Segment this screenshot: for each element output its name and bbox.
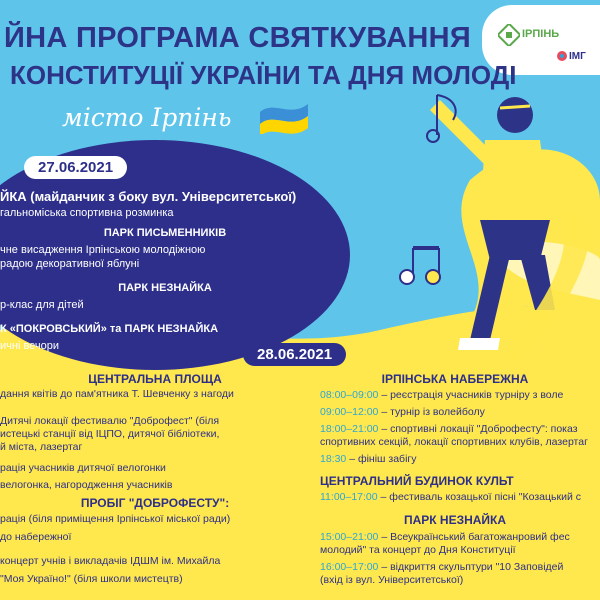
irpin-logo-icon [498, 24, 520, 46]
event-line: Дитячі локації фестивалю "Доброфест" (біля [0, 415, 220, 427]
schedule-row: 08:00–09:00 – реєстрація учасників турніру з воле [320, 389, 564, 401]
schedule-row: 09:00–12:00 – турнір із волейболу [320, 406, 485, 418]
day2-date: 28.06.2021 [243, 343, 346, 366]
day1-line: чне висадження Ірпінською молодіжною [0, 244, 206, 256]
event-line: "Моя Україно!" (біля школи мистецтв) [0, 573, 183, 585]
schedule-row: 15:00–21:00 – Всеукраїнський багатожанровий фес [320, 531, 570, 543]
dancer-illustration [380, 60, 600, 360]
day1-place-3: ПАРК НЕЗНАЙКА [118, 282, 212, 294]
schedule-row: спортивних секцій, локації спортивних клубів, лазертаг [320, 436, 588, 448]
city-label: місто Ірпінь [62, 103, 232, 132]
schedule-row: 11:00–17:00 – фестиваль козацької пісні "Козацький с [320, 491, 581, 503]
day1-place-1: ЙКА (майданчик з боку вул. Університетської) [0, 189, 297, 204]
imh-logo-text: ІМГ [569, 51, 586, 62]
event-line: до набережної [0, 531, 72, 543]
culture-house-heading: ЦЕНТРАЛЬНИЙ БУДИНОК КУЛЬТ [320, 474, 514, 488]
run-heading: ПРОБІГ "ДОБРОФЕСТУ": [80, 496, 230, 510]
day1-place-4: К «ПОКРОВСЬКИЙ» та ПАРК НЕЗНАЙКА [0, 323, 219, 335]
event-line: рація (біля приміщення Ірпінської міської ради) [0, 513, 231, 525]
event-line: рація учасників дитячої велогонки [0, 462, 166, 474]
event-line: дання квітів до пам'ятника Т. Шевченку з нагоди [0, 388, 234, 400]
imh-logo-icon [556, 50, 568, 62]
schedule-row: молодий" та концерт до Дня Конституції [320, 544, 516, 556]
event-line: велогонка, нагородження учасників [0, 479, 173, 491]
event-line: й міста, лазертаг [0, 441, 83, 453]
schedule-row: 18:30 – фініш забігу [320, 453, 417, 465]
park-heading: ПАРК НЕЗНАЙКА [403, 513, 507, 527]
day1-place-2: ПАРК ПИСЬМЕННИКІВ [103, 227, 227, 239]
flag-wave-icon [256, 98, 312, 134]
page-title: ЙНА ПРОГРАМА СВЯТКУВАННЯ [4, 22, 472, 54]
page-subtitle: КОНСТИТУЦІЇ УКРАЇНИ ТА ДНЯ МОЛОДІ [10, 60, 517, 90]
schedule-row: 18:00–21:00 – спортивні локації "Доброфесту": показ [320, 423, 578, 435]
event-line: истецькі станції від ІЦПО, дитячої бібліотеки, [0, 428, 220, 440]
central-square-heading: ЦЕНТРАЛЬНА ПЛОЩА [88, 372, 222, 386]
day1-line: радою декоративної яблуні [0, 258, 140, 270]
embankment-heading: ІРПІНСЬКА НАБЕРЕЖНА [381, 372, 529, 386]
event-line: концерт учнів і викладачів ІДШМ ім. Михайла [0, 555, 221, 567]
irpin-logo-text: ІРПІНЬ [522, 28, 560, 40]
double-music-note-icon [395, 240, 455, 290]
day1-line: р-клас для дітей [0, 299, 84, 311]
music-note-icon [425, 90, 465, 150]
day1-line: ичні вечори [0, 340, 60, 352]
schedule-row: 16:00–17:00 – відкриття скульптури "10 Заповідей [320, 561, 564, 573]
day1-date: 27.06.2021 [24, 156, 127, 179]
schedule-row: (вхід із вул. Університетської) [320, 574, 464, 586]
day1-line: гальноміська спортивна розминка [0, 207, 174, 219]
